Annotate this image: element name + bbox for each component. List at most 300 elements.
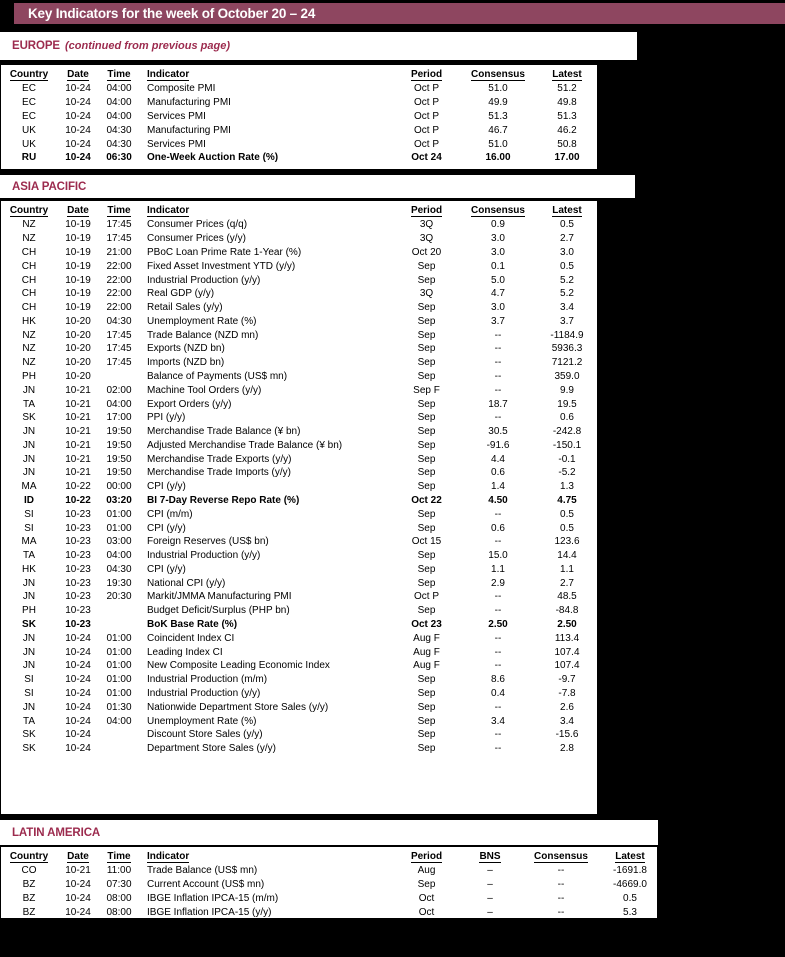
cell-period: Oct 22 [411, 495, 442, 507]
cell-indicator: Fixed Asset Investment YTD (y/y) [147, 260, 296, 272]
cell-date: 10-19 [65, 219, 91, 231]
cell-country: JN [22, 384, 36, 396]
col-indicator: Indicator [147, 851, 190, 862]
cell-date: 10-19 [65, 260, 91, 272]
cell-indicator: Current Account (US$ mn) [147, 879, 265, 891]
cell-period: Sep [417, 563, 436, 575]
cell-period: Sep [417, 302, 436, 314]
col-date: Date [67, 69, 89, 80]
cell-indicator: BoK Base Rate (%) [147, 619, 238, 631]
cell-period: Oct 24 [411, 152, 442, 164]
cell-consensus: 51.0 [488, 83, 508, 95]
cell-country: BZ [22, 879, 36, 891]
indicator-table-latin-america [1, 850, 659, 919]
cell-period: Oct P [413, 110, 439, 122]
table-asia-pacific [0, 200, 598, 815]
cell-time: 22:00 [106, 302, 132, 314]
cell-consensus: 0.6 [491, 467, 505, 479]
cell-latest: -15.6 [555, 729, 579, 741]
cell-indicator: Services PMI [147, 110, 206, 122]
cell-country: JN [22, 453, 36, 465]
cell-consensus: -- [494, 412, 502, 424]
cell-indicator: Industrial Production (y/y) [147, 550, 261, 562]
cell-period: Oct [418, 892, 435, 904]
indicator-table-asia-pacific [1, 204, 597, 755]
cell-consensus: -- [494, 660, 502, 672]
table-row [1, 466, 597, 480]
cell-time: 04:00 [106, 97, 132, 109]
cell-consensus: -91.6 [486, 439, 510, 451]
cell-date: 10-24 [65, 701, 91, 713]
col-time: Time [107, 69, 131, 80]
table-row [1, 714, 597, 728]
cell-date: 10-19 [65, 274, 91, 286]
cell-period: Sep [417, 522, 436, 534]
cell-country: BZ [22, 906, 36, 918]
cell-indicator: IBGE Inflation IPCA-15 (y/y) [147, 906, 272, 918]
cell-time: 08:00 [106, 906, 132, 918]
col-indicator: Indicator [147, 69, 190, 80]
cell-country: SK [22, 729, 36, 741]
cell-latest: -242.8 [552, 426, 582, 438]
table-europe [0, 64, 598, 170]
cell-time: 22:00 [106, 274, 132, 286]
table-row [1, 151, 597, 165]
cell-latest: -84.8 [555, 605, 579, 617]
cell-latest: 107.4 [554, 660, 580, 672]
cell-country: JN [22, 632, 36, 644]
cell-latest: 4.75 [557, 495, 577, 507]
cell-latest: 5936.3 [551, 343, 583, 355]
cell-period: Sep [417, 729, 436, 741]
section-title-latin-america: LATIN AMERICA [12, 826, 101, 839]
cell-period: Sep [417, 439, 436, 451]
cell-time: 02:00 [106, 384, 132, 396]
cell-country: SI [24, 508, 34, 520]
table-row [1, 452, 597, 466]
table-row [1, 218, 597, 232]
cell-consensus: -- [557, 892, 565, 904]
cell-date: 10-24 [65, 97, 91, 109]
cell-period: Sep [417, 481, 436, 493]
cell-consensus: -- [494, 508, 502, 520]
cell-consensus: 3.7 [491, 315, 505, 327]
cell-date: 10-20 [65, 329, 91, 341]
cell-latest: 0.6 [560, 412, 574, 424]
cell-country: HK [22, 563, 36, 575]
cell-period: Oct P [413, 97, 439, 109]
cell-latest: 0.5 [560, 508, 574, 520]
cell-period: 3Q [419, 233, 434, 245]
cell-indicator: Balance of Payments (US$ mn) [147, 370, 288, 382]
cell-time: 04:30 [106, 315, 132, 327]
cell-date: 10-23 [65, 550, 91, 562]
cell-indicator: Unemployment Rate (%) [147, 315, 257, 327]
table-row [1, 864, 659, 878]
cell-indicator: Manufacturing PMI [147, 97, 231, 109]
cell-time: 07:30 [106, 879, 132, 891]
cell-country: JN [22, 660, 36, 672]
col-consensus: Consensus [534, 851, 588, 862]
cell-country: TA [22, 398, 36, 410]
cell-country: PH [22, 370, 36, 382]
cell-country: EC [22, 97, 36, 109]
cell-date: 10-19 [65, 233, 91, 245]
cell-date: 10-24 [65, 138, 91, 150]
table-row [1, 700, 597, 714]
cell-latest: 5.3 [623, 906, 637, 918]
cell-indicator: Consumer Prices (y/y) [147, 233, 246, 245]
cell-indicator: Foreign Reserves (US$ bn) [147, 536, 269, 548]
cell-country: UK [22, 124, 36, 136]
cell-indicator: Merchandise Trade Imports (y/y) [147, 467, 291, 479]
cell-latest: 3.4 [560, 715, 574, 727]
col-consensus: Consensus [471, 69, 525, 80]
cell-country: NZ [22, 329, 36, 341]
cell-date: 10-21 [65, 412, 91, 424]
cell-date: 10-24 [65, 892, 91, 904]
cell-period: Sep F [413, 384, 440, 396]
table-row [1, 535, 597, 549]
col-latest: Latest [552, 69, 582, 80]
cell-time: 04:30 [106, 563, 132, 575]
cell-latest: 46.2 [557, 124, 577, 136]
section-title-europe: EUROPE [12, 40, 60, 52]
cell-consensus: -- [494, 605, 502, 617]
cell-latest: 2.6 [560, 701, 574, 713]
cell-country: ID [24, 495, 34, 507]
cell-indicator: Exports (NZD bn) [147, 343, 225, 355]
cell-indicator: Industrial Production (m/m) [147, 674, 268, 686]
cell-country: NZ [22, 233, 36, 245]
cell-country: SK [22, 412, 36, 424]
section-header-asia-pacific [0, 175, 635, 198]
cell-latest: 0.5 [623, 892, 637, 904]
cell-time: 01:00 [106, 508, 132, 520]
cell-indicator: CPI (y/y) [147, 522, 186, 534]
cell-indicator: Department Store Sales (y/y) [147, 743, 276, 755]
cell-time: 11:00 [106, 865, 132, 877]
col-period: Period [410, 205, 443, 216]
cell-country: MA [21, 481, 37, 493]
cell-date: 10-24 [65, 687, 91, 699]
cell-time: 19:50 [106, 453, 132, 465]
table-row [1, 507, 597, 521]
cell-indicator: Adjusted Merchandise Trade Balance (¥ bn) [147, 439, 343, 451]
cell-indicator: Discount Store Sales (y/y) [147, 729, 263, 741]
cell-bns: – [487, 892, 493, 904]
table-latin-america [0, 846, 658, 919]
cell-indicator: CPI (m/m) [147, 508, 193, 520]
cell-consensus: 1.4 [491, 481, 505, 493]
cell-latest: 2.50 [557, 619, 577, 631]
cell-period: Sep [417, 398, 436, 410]
cell-period: 3Q [419, 288, 434, 300]
cell-country: NZ [22, 343, 36, 355]
cell-date: 10-24 [65, 632, 91, 644]
cell-period: Sep [417, 674, 436, 686]
cell-date: 10-23 [65, 522, 91, 534]
cell-latest: 49.8 [557, 97, 577, 109]
cell-consensus: 3.0 [491, 233, 505, 245]
col-consensus: Consensus [471, 205, 525, 216]
cell-country: SK [22, 619, 36, 631]
cell-indicator: Machine Tool Orders (y/y) [147, 384, 262, 396]
cell-latest: 123.6 [554, 536, 580, 548]
cell-consensus: 0.1 [491, 260, 505, 272]
cell-latest: -9.7 [558, 674, 576, 686]
cell-date: 10-24 [65, 83, 91, 95]
col-time: Time [107, 205, 131, 216]
table-row [1, 370, 597, 384]
cell-consensus: -- [494, 729, 502, 741]
cell-country: CO [21, 865, 37, 877]
table-row [1, 273, 597, 287]
cell-time: 20:30 [106, 591, 132, 603]
cell-indicator: Industrial Production (y/y) [147, 687, 261, 699]
cell-latest: 0.5 [560, 522, 574, 534]
cell-date: 10-24 [65, 660, 91, 672]
cell-country: JN [22, 577, 36, 589]
cell-time [99, 728, 139, 742]
cell-period: Oct [418, 906, 435, 918]
cell-period: Sep [417, 315, 436, 327]
cell-period: Sep [417, 260, 436, 272]
table-row [1, 328, 597, 342]
cell-period: Aug F [413, 632, 440, 644]
cell-consensus: -- [557, 906, 565, 918]
cell-date: 10-22 [65, 481, 91, 493]
table-row [1, 576, 597, 590]
cell-date: 10-19 [65, 246, 91, 258]
cell-country: JN [22, 439, 36, 451]
cell-indicator: Services PMI [147, 138, 206, 150]
cell-date: 10-23 [65, 577, 91, 589]
cell-country: NZ [22, 219, 36, 231]
cell-latest: 3.0 [560, 246, 574, 258]
section-title-asia-pacific: ASIA PACIFIC [12, 180, 87, 193]
cell-latest: 14.4 [557, 550, 577, 562]
cell-latest: 9.9 [560, 384, 574, 396]
cell-period: Sep [417, 426, 436, 438]
cell-latest: -1184.9 [550, 329, 584, 341]
cell-latest: 107.4 [554, 646, 580, 658]
cell-consensus: 18.7 [488, 398, 508, 410]
cell-indicator: Manufacturing PMI [147, 124, 231, 136]
cell-period: Oct P [413, 591, 439, 603]
section-header-europe [0, 32, 637, 60]
cell-period: Sep [417, 687, 436, 699]
cell-time: 01:00 [106, 660, 132, 672]
cell-country: TA [22, 715, 36, 727]
page-title-bar [14, 3, 785, 24]
cell-time: 01:00 [106, 646, 132, 658]
col-period: Period [410, 851, 443, 862]
cell-consensus: 2.9 [491, 577, 505, 589]
cell-period: Sep [417, 357, 436, 369]
cell-indicator: IBGE Inflation IPCA-15 (m/m) [147, 892, 279, 904]
col-country: Country [9, 851, 49, 862]
cell-time: 03:20 [106, 495, 132, 507]
table-row [1, 287, 597, 301]
cell-indicator: Consumer Prices (q/q) [147, 219, 248, 231]
cell-indicator: PBoC Loan Prime Rate 1-Year (%) [147, 246, 302, 258]
cell-date: 10-24 [65, 124, 91, 136]
cell-time [99, 370, 139, 384]
cell-consensus: -- [494, 357, 502, 369]
cell-date: 10-24 [65, 715, 91, 727]
cell-period: Sep [417, 508, 436, 520]
cell-date: 10-21 [65, 384, 91, 396]
cell-time: 03:00 [106, 536, 132, 548]
table-header-row [1, 204, 597, 218]
cell-time: 19:50 [106, 467, 132, 479]
cell-latest: 0.5 [560, 219, 574, 231]
cell-latest: -150.1 [552, 439, 582, 451]
table-row [1, 563, 597, 577]
cell-consensus: -- [494, 370, 502, 382]
table-row [1, 123, 597, 137]
cell-bns: – [487, 906, 493, 918]
cell-date: 10-23 [65, 591, 91, 603]
cell-period: Sep [417, 274, 436, 286]
cell-time: 22:00 [106, 288, 132, 300]
cell-period: Sep [417, 550, 436, 562]
table-row [1, 878, 659, 892]
cell-consensus: 8.6 [491, 674, 505, 686]
table-header-row [1, 68, 597, 82]
cell-latest: 1.3 [560, 481, 574, 493]
col-country: Country [9, 205, 49, 216]
cell-period: Sep [417, 329, 436, 341]
cell-indicator: Budget Deficit/Surplus (PHP bn) [147, 605, 290, 617]
cell-consensus: -- [494, 646, 502, 658]
table-row [1, 96, 597, 110]
cell-consensus: 30.5 [488, 426, 508, 438]
table-row [1, 342, 597, 356]
cell-country: PH [22, 605, 36, 617]
cell-period: Aug F [413, 660, 440, 672]
cell-date: 10-21 [65, 398, 91, 410]
cell-time: 01:00 [106, 687, 132, 699]
col-time: Time [107, 851, 131, 862]
table-row [1, 728, 597, 742]
cell-latest: 359.0 [554, 370, 580, 382]
cell-date: 10-24 [65, 743, 91, 755]
cell-latest: -5.2 [558, 467, 576, 479]
cell-indicator: Composite PMI [147, 83, 216, 95]
cell-country: NZ [22, 357, 36, 369]
cell-latest: -0.1 [558, 453, 576, 465]
cell-country: JN [22, 426, 36, 438]
cell-time: 01:30 [106, 701, 132, 713]
cell-time: 04:00 [106, 110, 132, 122]
cell-period: Sep [417, 879, 436, 891]
cell-latest: 3.7 [560, 315, 574, 327]
col-latest: Latest [615, 851, 645, 862]
cell-latest: 3.4 [560, 302, 574, 314]
cell-consensus: 15.0 [488, 550, 508, 562]
cell-indicator: BI 7-Day Reverse Repo Rate (%) [147, 495, 300, 507]
cell-period: Oct 20 [411, 246, 442, 258]
col-bns: BNS [479, 851, 501, 862]
table-row [1, 645, 597, 659]
cell-latest: 5.2 [560, 288, 574, 300]
cell-date: 10-19 [65, 288, 91, 300]
cell-period: Aug [417, 865, 436, 877]
cell-date: 10-23 [65, 508, 91, 520]
cell-period: Sep [417, 343, 436, 355]
cell-country: BZ [22, 892, 36, 904]
cell-indicator: Trade Balance (US$ mn) [147, 865, 258, 877]
cell-indicator: Merchandise Trade Balance (¥ bn) [147, 426, 301, 438]
table-row [1, 590, 597, 604]
cell-time: 01:00 [106, 522, 132, 534]
cell-date: 10-19 [65, 302, 91, 314]
cell-date: 10-24 [65, 646, 91, 658]
table-row [1, 137, 597, 151]
cell-time: 17:45 [106, 343, 132, 355]
cell-country: JN [22, 701, 36, 713]
cell-time: 17:00 [106, 412, 132, 424]
cell-consensus: 3.0 [491, 246, 505, 258]
cell-consensus: 3.4 [491, 715, 505, 727]
cell-date: 10-24 [65, 110, 91, 122]
cell-period: Sep [417, 605, 436, 617]
cell-time: 17:45 [106, 233, 132, 245]
cell-country: JN [22, 646, 36, 658]
table-row [1, 480, 597, 494]
cell-date: 10-24 [65, 674, 91, 686]
cell-consensus: -- [494, 743, 502, 755]
cell-period: 3Q [419, 219, 434, 231]
cell-indicator: Leading Index CI [147, 646, 223, 658]
cell-bns: – [487, 865, 493, 877]
cell-date: 10-21 [65, 865, 91, 877]
cell-indicator: Imports (NZD bn) [147, 357, 225, 369]
cell-indicator: Retail Sales (y/y) [147, 302, 223, 314]
cell-latest: 17.00 [554, 152, 580, 164]
cell-latest: 48.5 [557, 591, 577, 603]
cell-latest: 113.4 [554, 632, 580, 644]
cell-time: 22:00 [106, 260, 132, 272]
cell-time: 01:00 [106, 632, 132, 644]
cell-indicator: Coincident Index CI [147, 632, 235, 644]
cell-country: SI [24, 674, 34, 686]
section-header-latin-america [0, 820, 658, 845]
cell-time: 19:50 [106, 439, 132, 451]
cell-country: EC [22, 110, 36, 122]
cell-consensus: 4.4 [491, 453, 505, 465]
table-row [1, 494, 597, 508]
cell-date: 10-20 [65, 343, 91, 355]
cell-country: TA [22, 550, 36, 562]
cell-indicator: Markit/JMMA Manufacturing PMI [147, 591, 292, 603]
cell-period: Oct 23 [411, 619, 442, 631]
cell-indicator: One-Week Auction Rate (%) [147, 152, 279, 164]
table-row [1, 604, 597, 618]
cell-date: 10-20 [65, 370, 91, 382]
col-period: Period [410, 69, 443, 80]
cell-latest: 1.1 [560, 563, 574, 575]
cell-country: CH [21, 260, 37, 272]
cell-date: 10-24 [65, 879, 91, 891]
cell-country: JN [22, 591, 36, 603]
cell-consensus: -- [557, 879, 565, 891]
cell-consensus: -- [494, 591, 502, 603]
col-indicator: Indicator [147, 205, 190, 216]
cell-consensus: 51.0 [488, 138, 508, 150]
